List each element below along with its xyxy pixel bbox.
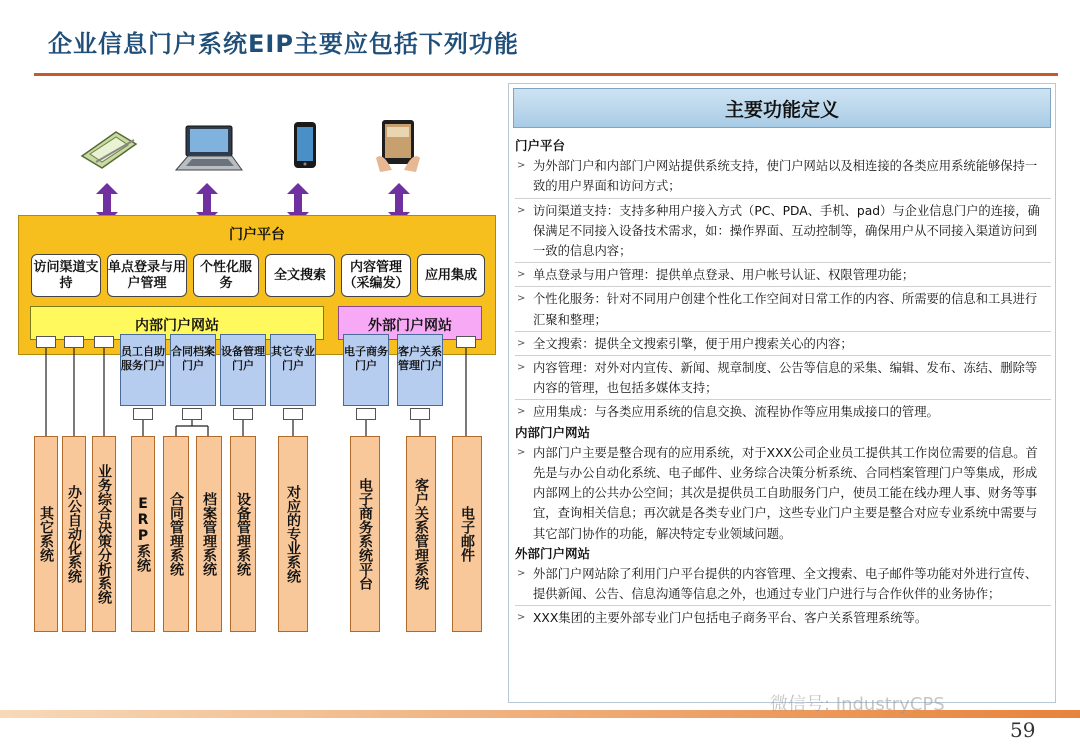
portal-platform-title: 门户平台	[229, 227, 285, 243]
chevron-right-icon: >	[517, 160, 526, 172]
system-archive: 档案管理系统	[196, 436, 222, 632]
system-decision-analysis: 业务综合决策分析系统	[92, 436, 116, 632]
portal-employee-self-service: 员工自助服务门户	[120, 334, 166, 406]
list-item: > 单点登录与用户管理：提供单点登录、用户帐号认证、权限管理功能；	[515, 265, 1045, 285]
connector-port	[233, 408, 253, 420]
function-personalization: 个性化服务	[193, 254, 259, 297]
section-title: 外部门户网站	[515, 545, 591, 561]
connector-port	[94, 336, 114, 348]
panel-header: 主要功能定义	[513, 88, 1051, 128]
system-ecommerce: 电子商务系统平台	[350, 436, 380, 632]
list-item: > 个性化服务：针对不同用户创建个性化工作空间对日常工作的内容、所需要的信息和工具进行汇聚和整理；	[515, 289, 1045, 329]
divider	[515, 262, 1051, 263]
list-item: > 内容管理：对外对内宣传、新闻、规章制度、公告等信息的采集、编辑、发布、冻结、删除等内容的管理，也包括多媒体支持；	[515, 358, 1045, 398]
system-crm: 客户关系管理系统	[406, 436, 436, 632]
list-item: > 访问渠道支持：支持多种用户接入方式（PC、PDA、手机、pad）与企业信息门户的连接，确保满足不同接入设备技术需求，如：操作界面、互动控制等，确保用户从不同接入渠道访问到一致的信息内容；	[515, 201, 1045, 262]
function-content-mgmt: 内容管理（采编发）	[341, 254, 411, 297]
definition-panel	[508, 83, 1056, 703]
portal-crm: 客户关系管理门户	[397, 334, 443, 406]
list-item: > 全文搜索：提供全文搜索引擎，便于用户搜索关心的内容；	[515, 334, 1045, 354]
function-fulltext-search: 全文搜索	[265, 254, 335, 297]
function-channel-support: 访问渠道支持	[31, 254, 101, 297]
function-sso-user-mgmt: 单点登录与用户管理	[107, 254, 187, 297]
connector-port	[36, 336, 56, 348]
system-professional: 对应的专业系统	[278, 436, 308, 632]
chevron-right-icon: >	[517, 362, 526, 374]
connector-port	[182, 408, 202, 420]
inner-portal: 内部门户网站	[30, 306, 324, 340]
chevron-right-icon: >	[517, 204, 526, 216]
divider	[515, 331, 1051, 332]
panel-body	[515, 136, 1051, 629]
outer-portal: 外部门户网站	[338, 306, 482, 340]
portal-contract-archive: 合同档案门户	[170, 334, 216, 406]
list-item: > 应用集成：与各类应用系统的信息交换、流程协作等应用集成接口的管理。	[515, 402, 1045, 422]
portal-equipment: 设备管理门户	[220, 334, 266, 406]
system-other: 其它系统	[34, 436, 58, 632]
chevron-right-icon: >	[517, 612, 526, 624]
page-title: 企业信息门户系统EIP主要应包括下列功能	[48, 30, 519, 58]
connector-port	[410, 408, 430, 420]
chevron-right-icon: >	[517, 446, 526, 458]
list-item: > 内部门户主要是整合现有的应用系统，对于XXX公司企业员工提供其工作岗位需要的信息。首先是与办公自动化系统、电子邮件、业务综合决策分析系统、合同档案管理门户等集成，形成内部网上的公共办公空间；其次是提供员工自助服务门户，使员工能在线办理人事、财务等事宜，查询相关信息；再次就是各类专业门户，这些专业门户主要是整合对应专业系统中需要与其它部门协作的功能，解决特定专业领域问题。	[515, 443, 1045, 544]
function-app-integration: 应用集成	[417, 254, 485, 297]
system-office-automation: 办公自动化系统	[62, 436, 86, 632]
system-email: 电子邮件	[452, 436, 482, 632]
section-title: 门户平台	[515, 138, 566, 153]
chevron-right-icon: >	[517, 269, 526, 281]
divider	[515, 286, 1051, 287]
chevron-right-icon: >	[517, 568, 526, 580]
chevron-right-icon: >	[517, 337, 526, 349]
system-contract: 合同管理系统	[163, 436, 189, 632]
list-item: > 外部门户网站除了利用门户平台提供的内容管理、全文搜索、电子邮件等功能对外进行宣传、提供新闻、公告、信息沟通等信息之外，也通过专业门户进行与合作伙伴的业务协作；	[515, 564, 1045, 604]
divider	[515, 355, 1051, 356]
portal-other-professional: 其它专业门户	[270, 334, 316, 406]
divider	[515, 198, 1051, 199]
list-item: > XXX集团的主要外部专业门户包括电子商务平台、客户关系管理系统等。	[515, 608, 1045, 628]
system-equipment: 设备管理系统	[230, 436, 256, 632]
watermark: 微信号: IndustryCPS	[770, 694, 945, 715]
connector-port	[133, 408, 153, 420]
chevron-right-icon: >	[517, 293, 526, 305]
connector-port	[64, 336, 84, 348]
section-title: 内部门户网站	[515, 424, 591, 440]
list-item: > 为外部门户和内部门户网站提供系统支持，使门户网站以及相连接的各类应用系统能够保持一致的用户界面和访问方式；	[515, 156, 1045, 196]
portal-ecommerce: 电子商务门户	[343, 334, 389, 406]
connector-port	[283, 408, 303, 420]
divider	[515, 399, 1051, 400]
system-erp: ERP系统	[131, 436, 155, 632]
divider	[515, 605, 1051, 606]
chevron-right-icon: >	[517, 406, 526, 418]
connector-port	[456, 336, 476, 348]
connector-port	[356, 408, 376, 420]
page-number: 59	[1010, 718, 1036, 742]
